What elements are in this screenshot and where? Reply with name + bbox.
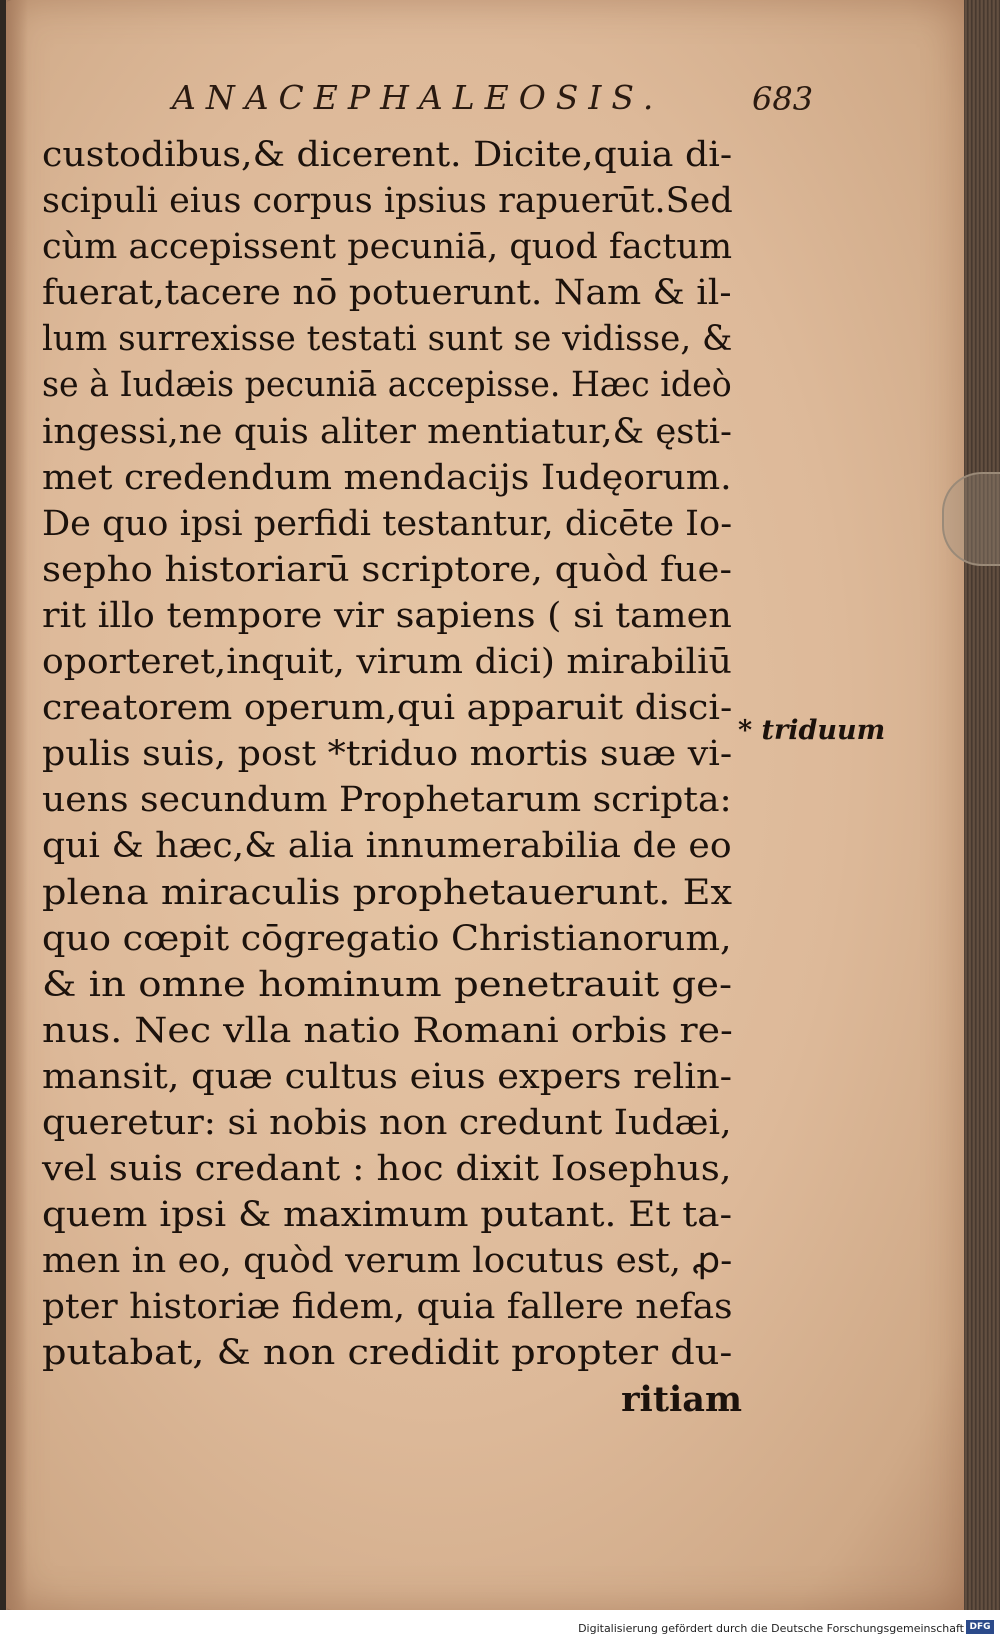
text-line: mansit, quæ cultus eius expers relin-	[42, 1056, 733, 1097]
catchword: ritiam	[621, 1378, 742, 1420]
margin-note: * triduum	[738, 715, 886, 746]
text-line: putabat, & non credidit propter du-	[42, 1333, 733, 1374]
dfg-logo-icon: DFG	[966, 1620, 994, 1634]
text-line: quo cœpit cōgregatio Christianorum,	[42, 918, 732, 959]
text-line: cùm accepissent pecuniā, quod factum	[42, 227, 733, 268]
text-line: met credendum mendacijs Iudęorum.	[42, 457, 732, 498]
text-line: sepho historiarū scriptore, quòd fue-	[42, 549, 732, 590]
text-line: quem ipsi & maximum putant. Et ta-	[42, 1195, 733, 1236]
text-line: rit illo tempore vir sapiens ( si tamen	[42, 595, 732, 636]
book-fore-edge	[964, 0, 1000, 1610]
text-line: pulis suis, post *triduo mortis suæ vi-	[42, 734, 733, 775]
text-line: qui & hæc,& alia innumerabilia de eo	[42, 826, 732, 867]
text-line: scipuli eius corpus ipsius rapuerūt.Sed	[42, 181, 733, 222]
text-line: uens secundum Prophetarum scripta:	[42, 780, 732, 821]
text-line: pter historiæ fidem, quia fallere nefas	[42, 1287, 733, 1328]
page-number: 683	[752, 80, 814, 118]
text-line: custodibus,& dicerent. Dicite,quia di-	[42, 135, 733, 175]
text-line: vel suis credant : hoc dixit Iosephus,	[42, 1149, 732, 1190]
text-line: oporteret,inquit, virum dici) mirabiliū	[42, 642, 732, 683]
text-line: creatorem operum,qui apparuit disci-	[42, 688, 733, 729]
text-line: fuerat,tacere nō potuerunt. Nam & il-	[42, 273, 732, 314]
text-line: lum surrexisse testati sunt se vidisse, &	[42, 319, 733, 360]
body-text	[42, 132, 742, 1423]
text-line: plena miraculis prophetauerunt. Ex	[42, 872, 733, 913]
text-line: ingessi,ne quis aliter mentiatur,& ęsti-	[42, 411, 733, 452]
footer-credit: Digitalisierung gefördert durch die Deutsche Forschungsgemeinschaft	[578, 1622, 964, 1635]
page-tab-marker	[942, 472, 1000, 566]
text-line: nus. Nec vlla natio Romani orbis re-	[42, 1010, 733, 1051]
text-line: se à Iudæis pecuniā accepisse. Hæc ideò	[42, 365, 732, 406]
text-line: queretur: si nobis non credunt Iudæi,	[42, 1102, 732, 1143]
text-line: & in omne hominum penetrauit ge-	[42, 964, 733, 1005]
text-line: De quo ipsi perfidi testantur, dicēte Io-	[42, 503, 733, 544]
page-gutter-shadow	[6, 0, 28, 1610]
text-line: men in eo, quòd verum locutus est, ꝓ-	[42, 1241, 733, 1282]
running-header-title: ANACEPHALEOSIS.	[172, 78, 664, 117]
